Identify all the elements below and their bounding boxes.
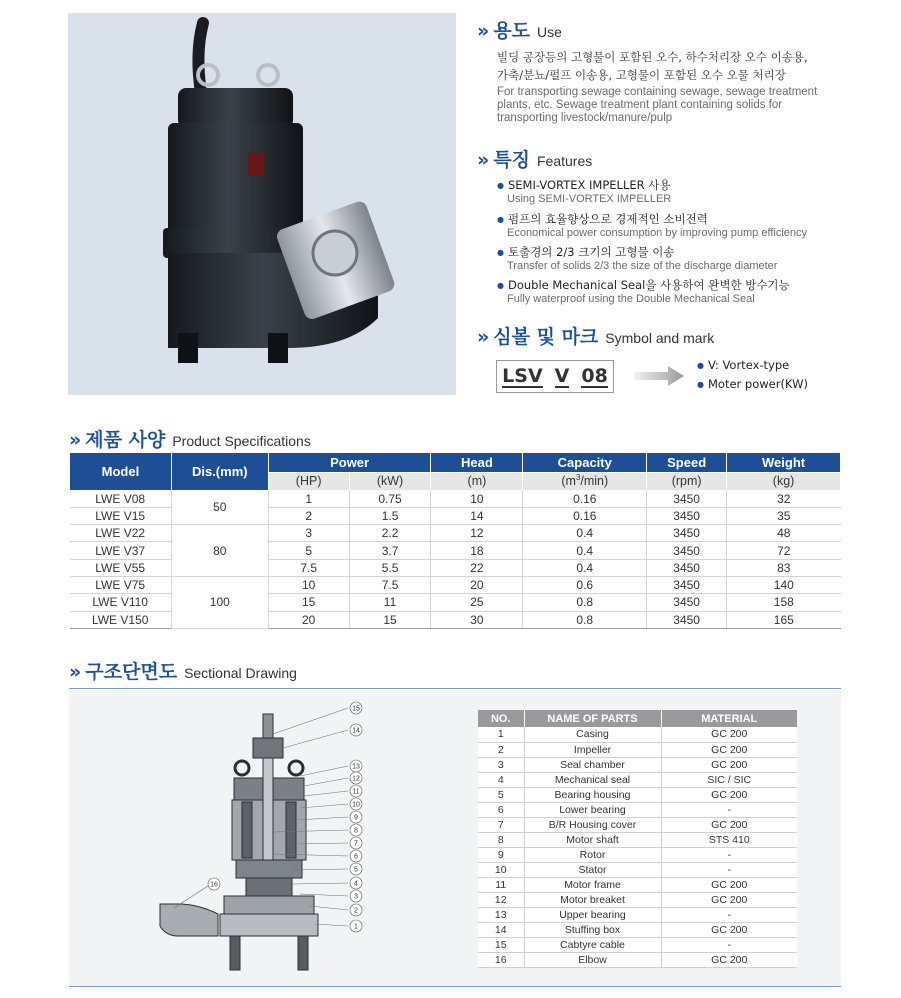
use-desc-ko-1: 빌딩 공장등의 고형물이 포함된 오수, 하수처리장 오수 이송용, bbox=[497, 50, 808, 64]
table-row bbox=[478, 892, 797, 907]
table-row bbox=[478, 847, 797, 862]
table-row bbox=[478, 877, 797, 892]
cell-material: GC 200 bbox=[661, 817, 797, 832]
cell-capacity: 0.4 bbox=[523, 525, 647, 542]
cell-head: 12 bbox=[431, 525, 523, 542]
cell-hp: 2 bbox=[268, 507, 349, 524]
callout-2 bbox=[350, 904, 362, 916]
model-code-type: V bbox=[554, 364, 570, 387]
table-row bbox=[478, 952, 797, 967]
cell-weight: 165 bbox=[727, 611, 841, 628]
symbol-section-title bbox=[477, 322, 714, 349]
cell-material: GC 200 bbox=[661, 877, 797, 892]
cell-part-name: B/R Housing cover bbox=[524, 817, 661, 832]
callout-label: 4 bbox=[354, 880, 358, 888]
drawing-section-title bbox=[69, 657, 297, 684]
cell-model: LWE V110 bbox=[70, 594, 172, 611]
cell-hp: 20 bbox=[268, 611, 349, 628]
callout-label: 12 bbox=[352, 775, 360, 783]
product-photo bbox=[68, 13, 456, 395]
cell-no: 8 bbox=[478, 832, 524, 847]
table-row bbox=[478, 862, 797, 877]
cell-no: 15 bbox=[478, 937, 524, 952]
cell-speed: 3450 bbox=[647, 542, 727, 559]
cell-no: 12 bbox=[478, 892, 524, 907]
col-header-no: NO. bbox=[478, 710, 524, 727]
unit-speed: (rpm) bbox=[647, 472, 727, 490]
cell-material: GC 200 bbox=[661, 922, 797, 937]
col-header-head: Head bbox=[431, 453, 523, 472]
use-desc-ko-2: 가축/분뇨/펄프 이송용, 고형물이 포함된 오수 오물 처리장 bbox=[497, 68, 786, 82]
spec-table bbox=[69, 453, 841, 629]
callout-label: 1 bbox=[354, 923, 358, 931]
feature-ko: ● 펌프의 효율향상으로 경제적인 소비전력 bbox=[497, 211, 877, 227]
callout-label: 5 bbox=[354, 866, 358, 874]
callout-label: 2 bbox=[354, 907, 358, 915]
callout-label: 9 bbox=[354, 814, 358, 822]
cell-hp: 3 bbox=[268, 525, 349, 542]
table-row bbox=[478, 742, 797, 757]
cell-no: 5 bbox=[478, 787, 524, 802]
cell-weight: 35 bbox=[727, 507, 841, 524]
callout-15 bbox=[350, 702, 362, 714]
use-title-ko: 용도 bbox=[493, 20, 530, 42]
cell-no: 16 bbox=[478, 952, 524, 967]
features-title-ko: 특징 bbox=[493, 149, 530, 171]
table-row bbox=[478, 787, 797, 802]
cell-weight: 32 bbox=[727, 490, 841, 507]
cell-no: 9 bbox=[478, 847, 524, 862]
callout-5 bbox=[350, 863, 362, 875]
use-section-title bbox=[477, 16, 562, 43]
cell-no: 7 bbox=[478, 817, 524, 832]
cell-hp: 1 bbox=[268, 490, 349, 507]
cell-model: LWE V150 bbox=[70, 611, 172, 628]
cell-capacity: 0.16 bbox=[523, 490, 647, 507]
cell-no: 2 bbox=[478, 742, 524, 757]
table-row bbox=[70, 576, 841, 593]
chevron-double-icon: » bbox=[477, 149, 485, 171]
col-header-material: MATERIAL bbox=[661, 710, 797, 727]
callout-13 bbox=[350, 760, 362, 772]
cell-capacity: 0.8 bbox=[523, 611, 647, 628]
col-header-dis: Dis.(mm) bbox=[171, 453, 268, 490]
cell-speed: 3450 bbox=[647, 611, 727, 628]
callout-11 bbox=[350, 785, 362, 797]
cell-weight: 83 bbox=[727, 559, 841, 576]
model-code-series: LSV bbox=[502, 364, 543, 387]
cell-head: 20 bbox=[431, 576, 523, 593]
cell-part-name: Casing bbox=[524, 727, 661, 742]
cell-kw: 1.5 bbox=[349, 507, 431, 524]
cell-no: 6 bbox=[478, 802, 524, 817]
cell-part-name: Motor breaket bbox=[524, 892, 661, 907]
table-row bbox=[478, 727, 797, 742]
cell-part-name: Stuffing box bbox=[524, 922, 661, 937]
cell-model: LWE V15 bbox=[70, 507, 172, 524]
cell-material: SIC / SIC bbox=[661, 772, 797, 787]
chevron-double-icon: » bbox=[69, 661, 77, 683]
cell-material: GC 200 bbox=[661, 757, 797, 772]
cell-part-name: Mechanical seal bbox=[524, 772, 661, 787]
table-row bbox=[478, 802, 797, 817]
cell-no: 11 bbox=[478, 877, 524, 892]
cell-model: LWE V55 bbox=[70, 559, 172, 576]
parts-header-row bbox=[478, 710, 797, 727]
drawing-title-en: Sectional Drawing bbox=[184, 665, 297, 681]
chevron-double-icon: » bbox=[69, 429, 77, 451]
feature-item-3 bbox=[497, 244, 877, 272]
pump-illustration bbox=[68, 13, 456, 395]
feature-item-4 bbox=[497, 277, 877, 305]
cell-capacity: 0.16 bbox=[523, 507, 647, 524]
feature-en: Using SEMI-VORTEX IMPELLER bbox=[507, 193, 672, 205]
table-row bbox=[70, 525, 841, 542]
cell-kw: 7.5 bbox=[349, 576, 431, 593]
unit-capacity-pre: (m bbox=[561, 474, 576, 489]
table-row bbox=[478, 817, 797, 832]
callout-label: 8 bbox=[354, 827, 358, 835]
cell-part-name: Cabtyre cable bbox=[524, 937, 661, 952]
cell-material: GC 200 bbox=[661, 787, 797, 802]
cell-kw: 11 bbox=[349, 594, 431, 611]
feature-en: Economical power consumption by improving pump efficiency bbox=[507, 227, 807, 239]
callout-label: 16 bbox=[210, 881, 218, 889]
cell-material: STS 410 bbox=[661, 832, 797, 847]
col-header-capacity: Capacity bbox=[523, 453, 647, 472]
sectional-drawing bbox=[150, 698, 380, 972]
model-code-power: 08 bbox=[581, 364, 608, 387]
cell-part-name: Rotor bbox=[524, 847, 661, 862]
cell-dis: 50 bbox=[171, 490, 268, 525]
cell-head: 25 bbox=[431, 594, 523, 611]
cell-speed: 3450 bbox=[647, 594, 727, 611]
cell-material: - bbox=[661, 802, 797, 817]
unit-head: (m) bbox=[431, 472, 523, 490]
cell-speed: 3450 bbox=[647, 507, 727, 524]
features-title-en: Features bbox=[537, 153, 593, 169]
cell-part-name: Lower bearing bbox=[524, 802, 661, 817]
table-row bbox=[478, 937, 797, 952]
cell-capacity: 0.4 bbox=[523, 559, 647, 576]
use-title-en: Use bbox=[537, 24, 562, 40]
cell-weight: 72 bbox=[727, 542, 841, 559]
chevron-double-icon: » bbox=[477, 326, 485, 348]
symbol-legend-type: ● V: Vortex-type bbox=[697, 358, 789, 372]
cell-hp: 10 bbox=[268, 576, 349, 593]
col-header-name: NAME OF PARTS bbox=[524, 710, 661, 727]
table-row bbox=[478, 907, 797, 922]
cell-model: LWE V37 bbox=[70, 542, 172, 559]
cell-material: GC 200 bbox=[661, 952, 797, 967]
cell-material: - bbox=[661, 937, 797, 952]
callout-10 bbox=[350, 798, 362, 810]
table-row bbox=[478, 832, 797, 847]
callout-label: 11 bbox=[352, 788, 360, 796]
callout-label: 10 bbox=[352, 801, 360, 809]
cell-kw: 5.5 bbox=[349, 559, 431, 576]
callout-14 bbox=[350, 724, 362, 736]
cell-no: 3 bbox=[478, 757, 524, 772]
cell-no: 4 bbox=[478, 772, 524, 787]
table-row bbox=[70, 490, 841, 507]
cell-part-name: Seal chamber bbox=[524, 757, 661, 772]
parts-table bbox=[478, 710, 797, 968]
cell-material: GC 200 bbox=[661, 892, 797, 907]
feature-item-2 bbox=[497, 211, 877, 239]
col-header-power: Power bbox=[268, 453, 431, 472]
cell-no: 13 bbox=[478, 907, 524, 922]
callout-8 bbox=[350, 824, 362, 836]
unit-hp: (HP) bbox=[268, 472, 349, 490]
callout-7 bbox=[350, 837, 362, 849]
feature-ko: ● 토출경의 2/3 크기의 고형물 이송 bbox=[497, 244, 877, 260]
symbol-title-ko: 심볼 및 마크 bbox=[493, 326, 599, 348]
cell-speed: 3450 bbox=[647, 490, 727, 507]
model-code-box bbox=[496, 360, 614, 393]
callout-9 bbox=[350, 811, 362, 823]
symbol-legend-power: ● Moter power(KW) bbox=[697, 377, 808, 391]
cell-material: - bbox=[661, 907, 797, 922]
cell-no: 1 bbox=[478, 727, 524, 742]
cell-head: 30 bbox=[431, 611, 523, 628]
cell-part-name: Bearing housing bbox=[524, 787, 661, 802]
feature-item-1 bbox=[497, 177, 877, 205]
cell-part-name: Motor shaft bbox=[524, 832, 661, 847]
feature-ko: ● Double Mechanical Seal을 사용하여 완벽한 방수기능 bbox=[497, 277, 877, 293]
cell-weight: 140 bbox=[727, 576, 841, 593]
cell-head: 14 bbox=[431, 507, 523, 524]
col-header-model: Model bbox=[70, 453, 172, 490]
cell-kw: 15 bbox=[349, 611, 431, 628]
cell-kw: 3.7 bbox=[349, 542, 431, 559]
callout-label: 3 bbox=[354, 893, 358, 901]
cell-dis: 100 bbox=[171, 576, 268, 628]
cell-hp: 15 bbox=[268, 594, 349, 611]
callout-label: 14 bbox=[352, 727, 360, 735]
cell-model: LWE V08 bbox=[70, 490, 172, 507]
cell-part-name: Upper bearing bbox=[524, 907, 661, 922]
cell-no: 10 bbox=[478, 862, 524, 877]
cell-part-name: Elbow bbox=[524, 952, 661, 967]
cell-head: 22 bbox=[431, 559, 523, 576]
feature-ko: ● SEMI-VORTEX IMPELLER 사용 bbox=[497, 177, 877, 193]
spec-title-en: Product Specifications bbox=[172, 433, 311, 449]
cell-capacity: 0.8 bbox=[523, 594, 647, 611]
callout-4 bbox=[350, 877, 362, 889]
drawing-title-ko: 구조단면도 bbox=[85, 661, 178, 683]
section-divider-top bbox=[69, 688, 841, 689]
cell-speed: 3450 bbox=[647, 559, 727, 576]
feature-en: Transfer of solids 2/3 the size of the discharge diameter bbox=[507, 260, 778, 272]
cell-part-name: Motor frame bbox=[524, 877, 661, 892]
cell-dis: 80 bbox=[171, 525, 268, 577]
unit-weight: (kg) bbox=[727, 472, 841, 490]
spec-header-row bbox=[70, 453, 841, 472]
section-divider-bottom bbox=[69, 986, 841, 987]
table-row bbox=[478, 922, 797, 937]
cell-weight: 48 bbox=[727, 525, 841, 542]
cell-head: 10 bbox=[431, 490, 523, 507]
spec-section-title bbox=[69, 425, 311, 452]
feature-en: Fully waterproof using the Double Mechanical Seal bbox=[507, 293, 755, 305]
callout-label: 13 bbox=[352, 763, 360, 771]
unit-capacity-post: /min) bbox=[580, 474, 609, 489]
cell-speed: 3450 bbox=[647, 576, 727, 593]
cell-part-name: Stator bbox=[524, 862, 661, 877]
callout-label: 7 bbox=[354, 840, 358, 848]
chevron-double-icon: » bbox=[477, 20, 485, 42]
callout-12 bbox=[350, 772, 362, 784]
col-header-weight: Weight bbox=[727, 453, 841, 472]
cell-kw: 2.2 bbox=[349, 525, 431, 542]
cell-model: LWE V75 bbox=[70, 576, 172, 593]
callout-label: 6 bbox=[354, 853, 358, 861]
unit-kw: (kW) bbox=[349, 472, 431, 490]
cell-head: 18 bbox=[431, 542, 523, 559]
cell-no: 14 bbox=[478, 922, 524, 937]
use-desc-en-2: plants, etc. Sewage treatment plant containing solids for bbox=[497, 99, 783, 111]
cell-part-name: Impeller bbox=[524, 742, 661, 757]
unit-capacity bbox=[523, 472, 647, 490]
cell-material: GC 200 bbox=[661, 727, 797, 742]
callout-label: 15 bbox=[352, 705, 360, 713]
cell-material: - bbox=[661, 862, 797, 877]
callout-1 bbox=[350, 920, 362, 932]
cell-speed: 3450 bbox=[647, 525, 727, 542]
cell-weight: 158 bbox=[727, 594, 841, 611]
spec-title-ko: 제품 사양 bbox=[85, 429, 166, 451]
table-row bbox=[478, 757, 797, 772]
cell-kw: 0.75 bbox=[349, 490, 431, 507]
cell-model: LWE V22 bbox=[70, 525, 172, 542]
callout-16 bbox=[208, 878, 220, 890]
callout-3 bbox=[350, 890, 362, 902]
use-desc-en-1: For transporting sewage containing sewage, sewage treatment bbox=[497, 86, 818, 98]
cell-capacity: 0.4 bbox=[523, 542, 647, 559]
callout-6 bbox=[350, 850, 362, 862]
cell-material: - bbox=[661, 847, 797, 862]
features-section-title bbox=[477, 145, 592, 172]
arrow-right-icon bbox=[634, 366, 684, 386]
cell-hp: 5 bbox=[268, 542, 349, 559]
symbol-title-en: Symbol and mark bbox=[605, 330, 715, 346]
unit-capacity-sup: 3 bbox=[575, 473, 581, 483]
cell-capacity: 0.6 bbox=[523, 576, 647, 593]
table-row bbox=[478, 772, 797, 787]
col-header-speed: Speed bbox=[647, 453, 727, 472]
use-desc-en-3: transporting livestock/manure/pulp bbox=[497, 112, 673, 124]
cell-hp: 7.5 bbox=[268, 559, 349, 576]
cell-material: GC 200 bbox=[661, 742, 797, 757]
